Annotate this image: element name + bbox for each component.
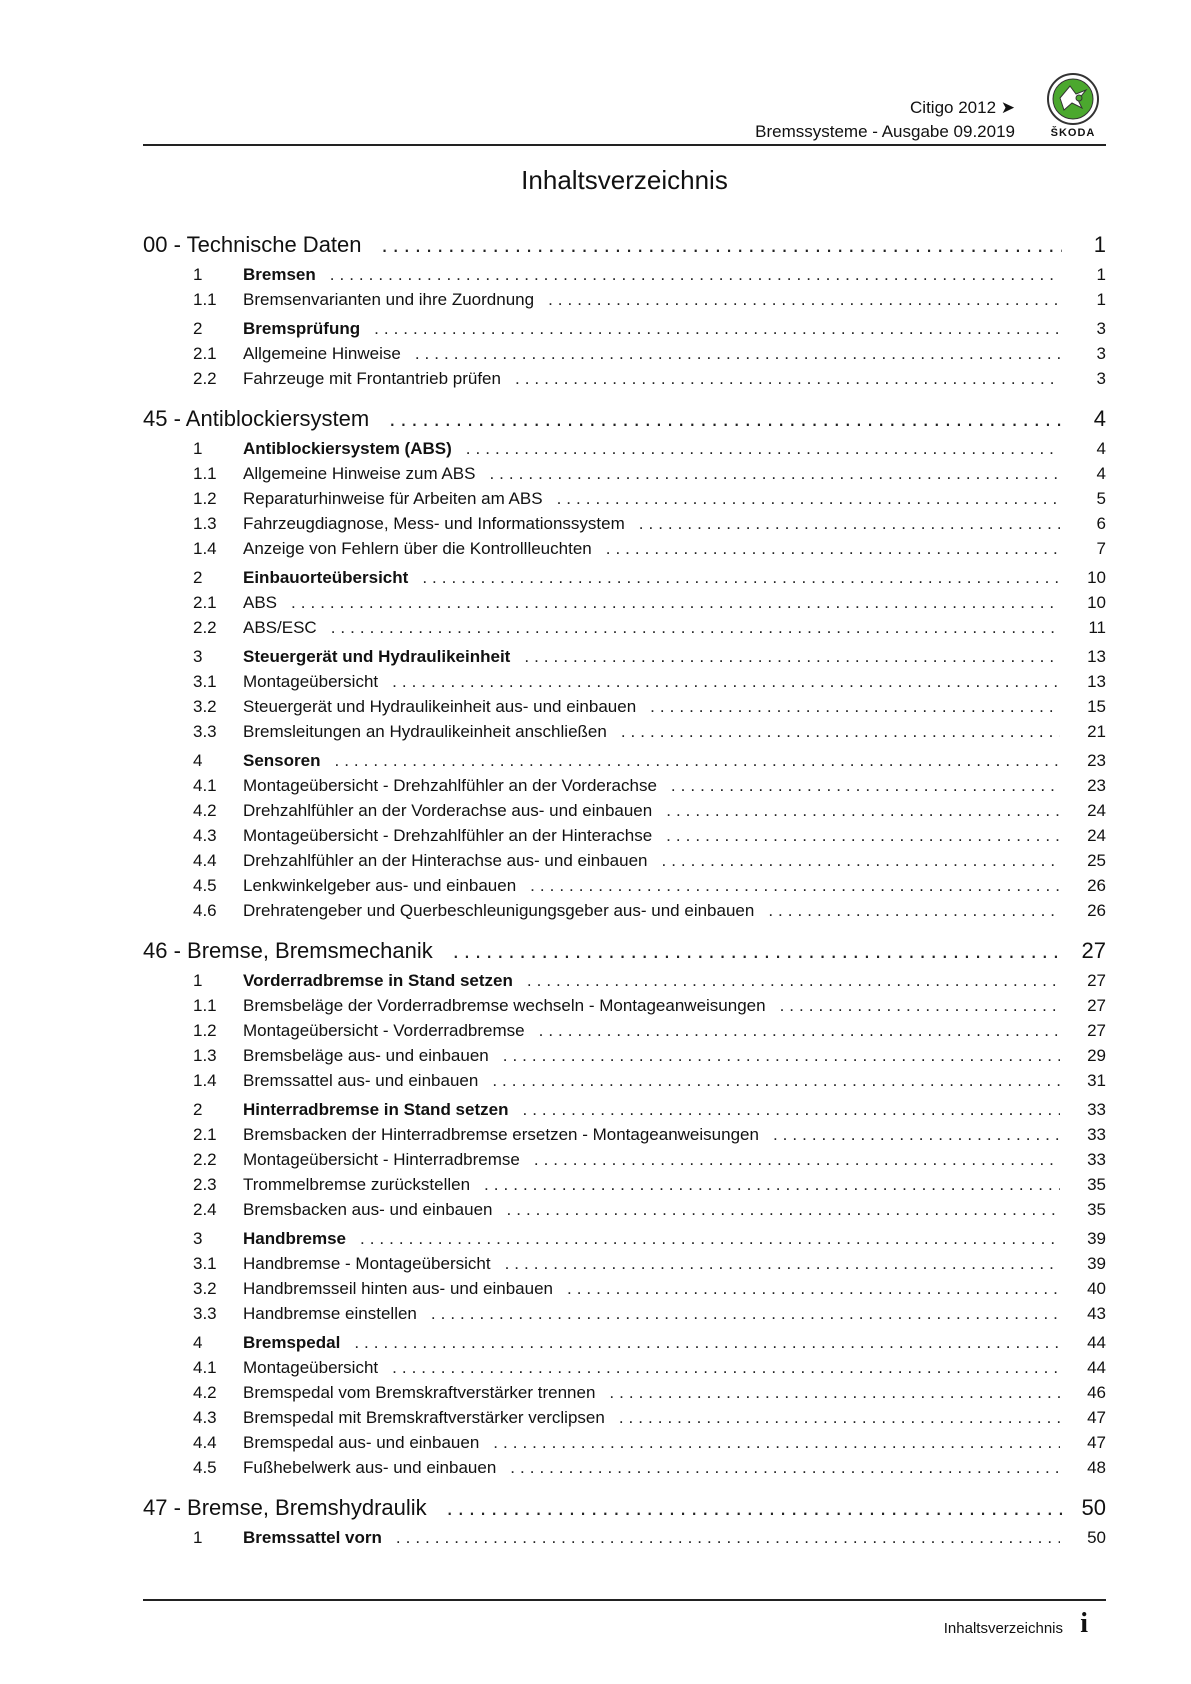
- toc-entry-title: Bremsbeläge aus- und einbauen: [243, 1046, 489, 1065]
- toc-page-number: 46: [1087, 1383, 1106, 1402]
- toc-entry-title: Bremsbacken aus- und einbauen: [243, 1200, 493, 1219]
- toc-entry-title: Fahrzeuge mit Frontantrieb prüfen: [243, 369, 501, 388]
- dot-leader: [492, 1071, 1060, 1091]
- toc-chapter-heading[interactable]: [143, 938, 1106, 967]
- toc-group: [143, 971, 1106, 1096]
- toc-entry-number: 4.6: [193, 901, 217, 920]
- toc-group: [143, 439, 1106, 564]
- dot-leader: [354, 1333, 1060, 1353]
- toc-entry-number: 1: [193, 1528, 203, 1547]
- toc-entry-number: 1: [193, 971, 203, 990]
- dot-leader: [330, 265, 1060, 285]
- dot-leader: [768, 901, 1060, 921]
- dot-leader: [382, 232, 1062, 258]
- toc-entry-title: Bremssattel vorn: [243, 1528, 382, 1547]
- dot-leader: [606, 539, 1060, 559]
- dot-leader: [567, 1279, 1060, 1299]
- dot-leader: [415, 344, 1060, 364]
- toc-entry-title: Steuergerät und Hydraulikeinheit aus- und einbauen: [243, 697, 637, 716]
- toc-page-number: 26: [1087, 901, 1106, 920]
- toc-page-number: 1: [1096, 290, 1106, 309]
- toc-section-entry[interactable]: [143, 751, 1106, 776]
- toc-chapter: [143, 406, 1106, 926]
- toc-subsection-entry[interactable]: [143, 464, 1106, 489]
- toc-entry-number: 2.4: [193, 1200, 217, 1219]
- toc-page-number: 44: [1087, 1333, 1106, 1352]
- toc-entry-title: Handbremse: [243, 1229, 346, 1248]
- toc-subsection-entry[interactable]: [143, 876, 1106, 901]
- toc-entry-number: 3: [193, 1229, 203, 1248]
- toc-section-entry[interactable]: [143, 1229, 1106, 1254]
- toc-page-number: 43: [1087, 1304, 1106, 1323]
- toc-entry-number: 4.3: [193, 826, 217, 845]
- toc-subsection-entry[interactable]: [143, 290, 1106, 315]
- toc-entry-number: 1.1: [193, 464, 217, 483]
- toc-group: [143, 1528, 1106, 1553]
- toc-entry-title: Bremsprüfung: [243, 319, 361, 338]
- toc-subsection-entry[interactable]: [143, 776, 1106, 801]
- toc-page-number: 10: [1087, 568, 1106, 587]
- dot-leader: [524, 647, 1060, 667]
- toc-entry-number: 4.4: [193, 1433, 217, 1452]
- toc-group: [143, 1100, 1106, 1225]
- toc-entry-number: 4.2: [193, 1383, 217, 1402]
- toc-group: [143, 1333, 1106, 1483]
- dot-leader: [548, 290, 1060, 310]
- toc-chapter: [143, 232, 1106, 394]
- toc-page-number: 13: [1087, 672, 1106, 691]
- dot-leader: [507, 1200, 1061, 1220]
- toc-page-number: 4: [1096, 439, 1106, 458]
- dot-leader: [539, 1021, 1060, 1041]
- toc-page-number: 33: [1087, 1125, 1106, 1144]
- toc-entry-title: Montageübersicht: [243, 1358, 379, 1377]
- toc-entry-title: Lenkwinkelgeber aus- und einbauen: [243, 876, 517, 895]
- toc-section-entry[interactable]: [143, 439, 1106, 464]
- toc-page-number: 6: [1096, 514, 1106, 533]
- toc-entry-number: 2.2: [193, 618, 217, 637]
- dot-leader: [431, 1304, 1060, 1324]
- toc-page-number: 11: [1088, 618, 1106, 637]
- dot-leader: [331, 618, 1060, 638]
- toc-section-entry[interactable]: [143, 971, 1106, 996]
- toc-subsection-entry[interactable]: [143, 1200, 1106, 1225]
- toc-entry-title: Montageübersicht - Drehzahlfühler an der Hinterachse: [243, 826, 653, 845]
- toc-entry-number: 3.2: [193, 1279, 217, 1298]
- toc-entry-number: 4.2: [193, 801, 217, 820]
- toc-subsection-entry[interactable]: [143, 1175, 1106, 1200]
- dot-leader: [534, 1150, 1060, 1170]
- toc-entry-title: Vorderradbremse in Stand setzen: [243, 971, 513, 990]
- page-title: Inhaltsverzeichnis: [521, 165, 728, 195]
- toc-entry-title: Hinterradbremse in Stand setzen: [243, 1100, 509, 1119]
- toc-page-number: 1: [1093, 232, 1106, 257]
- toc-page-number: 13: [1087, 647, 1106, 666]
- toc-chapter-heading[interactable]: [143, 232, 1106, 261]
- toc-entry-title: ABS/ESC: [243, 618, 317, 637]
- toc-entry-number: 2.1: [193, 593, 217, 612]
- toc-group: [143, 568, 1106, 643]
- dot-leader: [510, 1458, 1060, 1478]
- toc-subsection-entry[interactable]: [143, 344, 1106, 369]
- dot-leader: [671, 776, 1060, 796]
- toc-subsection-entry[interactable]: [143, 1304, 1106, 1329]
- toc-entry-title: Reparaturhinweise für Arbeiten am ABS: [243, 489, 543, 508]
- toc-subsection-entry[interactable]: [143, 1046, 1106, 1071]
- toc-section-entry[interactable]: [143, 265, 1106, 290]
- toc-group: [143, 319, 1106, 394]
- toc-subsection-entry[interactable]: [143, 996, 1106, 1021]
- toc-subsection-entry[interactable]: [143, 593, 1106, 618]
- toc-entry-number: 2.1: [193, 344, 217, 363]
- toc-entry-title: Drehratengeber und Querbeschleunigungsgeber aus- und einbauen: [243, 901, 755, 920]
- table-of-contents: [143, 232, 1106, 1565]
- toc-entry-title: Handbremse - Montageübersicht: [243, 1254, 491, 1273]
- toc-entry-title: Bremsenvarianten und ihre Zuordnung: [243, 290, 535, 309]
- toc-entry-title: Anzeige von Fehlern über die Kontrollleuchten: [243, 539, 592, 558]
- toc-page-number: 1: [1096, 265, 1106, 284]
- toc-section-entry[interactable]: [143, 1100, 1106, 1125]
- toc-entry-title: 47 - Bremse, Bremshydraulik: [143, 1495, 427, 1520]
- dot-leader: [621, 722, 1060, 742]
- dot-leader: [392, 1358, 1060, 1378]
- toc-page-number: 26: [1087, 876, 1106, 895]
- toc-section-entry[interactable]: [143, 1528, 1106, 1553]
- toc-entry-title: ABS: [243, 593, 278, 612]
- dot-leader: [489, 464, 1060, 484]
- toc-subsection-entry[interactable]: [143, 851, 1106, 876]
- header-model-line: Citigo 2012 ➤: [910, 98, 1015, 117]
- dot-leader: [505, 1254, 1060, 1274]
- toc-entry-title: Montageübersicht - Hinterradbremse: [243, 1150, 520, 1169]
- toc-page-number: 39: [1087, 1229, 1106, 1248]
- toc-page-number: 31: [1087, 1071, 1106, 1090]
- toc-entry-title: Fahrzeugdiagnose, Mess- und Informationssystem: [243, 514, 625, 533]
- toc-subsection-entry[interactable]: [143, 489, 1106, 514]
- toc-page-number: 3: [1096, 369, 1106, 388]
- toc-entry-title: Montageübersicht: [243, 672, 379, 691]
- toc-entry-title: 00 - Technische Daten: [143, 232, 362, 257]
- dot-leader: [392, 672, 1060, 692]
- dot-leader: [619, 1408, 1060, 1428]
- toc-entry-title: Einbauorteübersicht: [243, 568, 409, 587]
- toc-entry-number: 4.1: [193, 1358, 217, 1377]
- logo-wordmark: ŠKODA: [1050, 127, 1096, 139]
- toc-entry-number: 4.3: [193, 1408, 217, 1427]
- toc-page-number: 4: [1096, 464, 1106, 483]
- footer-rule: [143, 1599, 1106, 1601]
- dot-leader: [557, 489, 1060, 509]
- dot-leader: [453, 938, 1062, 964]
- toc-subsection-entry[interactable]: [143, 1358, 1106, 1383]
- toc-subsection-entry[interactable]: [143, 1383, 1106, 1408]
- toc-subsection-entry[interactable]: [143, 539, 1106, 564]
- toc-entry-title: Bremspedal vom Bremskraftverstärker trennen: [243, 1383, 596, 1402]
- toc-entry-number: 3.3: [193, 1304, 217, 1323]
- toc-entry-number: 3.1: [193, 1254, 217, 1273]
- toc-entry-number: 4.5: [193, 1458, 217, 1477]
- toc-subsection-entry[interactable]: [143, 369, 1106, 394]
- toc-chapter-heading[interactable]: [143, 406, 1106, 435]
- toc-page-number: 21: [1087, 722, 1106, 741]
- toc-entry-title: Allgemeine Hinweise zum ABS: [243, 464, 476, 483]
- toc-page-number: 27: [1087, 996, 1106, 1015]
- toc-entry-title: Bremsleitungen an Hydraulikeinheit anschließen: [243, 722, 607, 741]
- toc-entry-number: 4: [193, 751, 203, 770]
- toc-subsection-entry[interactable]: [143, 1433, 1106, 1458]
- dot-leader: [650, 697, 1060, 717]
- toc-page-number: 4: [1093, 406, 1106, 431]
- dot-leader: [422, 568, 1060, 588]
- toc-entry-title: Handbremsseil hinten aus- und einbauen: [243, 1279, 553, 1298]
- toc-page-number: 35: [1087, 1200, 1106, 1219]
- toc-entry-number: 1.2: [193, 489, 217, 508]
- toc-subsection-entry[interactable]: [143, 1125, 1106, 1150]
- toc-page-number: 7: [1096, 539, 1106, 558]
- toc-subsection-entry[interactable]: [143, 826, 1106, 851]
- toc-page-number: 50: [1087, 1528, 1106, 1547]
- toc-entry-title: Montageübersicht - Drehzahlfühler an der Vorderachse: [243, 776, 657, 795]
- toc-entry-title: Allgemeine Hinweise: [243, 344, 401, 363]
- toc-entry-number: 3.3: [193, 722, 217, 741]
- toc-page-number: 27: [1087, 971, 1106, 990]
- toc-subsection-entry[interactable]: [143, 672, 1106, 697]
- toc-subsection-entry[interactable]: [143, 1408, 1106, 1433]
- toc-page-number: 50: [1081, 1495, 1106, 1520]
- dot-leader: [666, 801, 1060, 821]
- toc-entry-number: 4: [193, 1333, 203, 1352]
- skoda-logo-icon: [1046, 72, 1100, 126]
- toc-entry-number: 3.2: [193, 697, 217, 716]
- toc-page-number: 23: [1087, 776, 1106, 795]
- footer-page-marker: i: [1080, 1608, 1088, 1639]
- toc-entry-number: 2.3: [193, 1175, 217, 1194]
- toc-subsection-entry[interactable]: [143, 697, 1106, 722]
- toc-subsection-entry[interactable]: [143, 722, 1106, 747]
- toc-entry-title: Montageübersicht - Vorderradbremse: [243, 1021, 525, 1040]
- toc-subsection-entry[interactable]: [143, 1254, 1106, 1279]
- toc-entry-number: 1.3: [193, 1046, 217, 1065]
- toc-entry-title: Bremspedal: [243, 1333, 341, 1352]
- toc-page-number: 3: [1096, 344, 1106, 363]
- toc-subsection-entry[interactable]: [143, 1021, 1106, 1046]
- toc-entry-title: 46 - Bremse, Bremsmechanik: [143, 938, 433, 963]
- dot-leader: [493, 1433, 1060, 1453]
- toc-entry-title: Handbremse einstellen: [243, 1304, 417, 1323]
- dot-leader: [396, 1528, 1060, 1548]
- toc-entry-title: Bremsbeläge der Vorderradbremse wechseln - Montageanweisungen: [243, 996, 766, 1015]
- toc-chapter: [143, 938, 1106, 1483]
- dot-leader: [773, 1125, 1060, 1145]
- toc-page-number: 3: [1096, 319, 1106, 338]
- toc-section-entry[interactable]: [143, 319, 1106, 344]
- dot-leader: [666, 826, 1060, 846]
- dot-leader: [661, 851, 1060, 871]
- toc-entry-number: 1.2: [193, 1021, 217, 1040]
- dot-leader: [530, 876, 1060, 896]
- toc-page-number: 39: [1087, 1254, 1106, 1273]
- toc-entry-title: Bremspedal mit Bremskraftverstärker verclipsen: [243, 1408, 605, 1427]
- toc-entry-number: 1.4: [193, 539, 217, 558]
- toc-entry-number: 2: [193, 1100, 203, 1119]
- toc-entry-title: Antiblockiersystem (ABS): [243, 439, 452, 458]
- toc-entry-number: 4.1: [193, 776, 217, 795]
- toc-group: [143, 1229, 1106, 1329]
- toc-entry-number: 1.1: [193, 290, 217, 309]
- toc-page-number: 33: [1087, 1150, 1106, 1169]
- toc-page-number: 25: [1087, 851, 1106, 870]
- toc-page-number: 24: [1087, 826, 1106, 845]
- toc-subsection-entry[interactable]: [143, 514, 1106, 539]
- dot-leader: [389, 406, 1062, 432]
- toc-page-number: 47: [1087, 1433, 1106, 1452]
- toc-section-entry[interactable]: [143, 1333, 1106, 1358]
- toc-group: [143, 751, 1106, 926]
- toc-group: [143, 647, 1106, 747]
- header-edition-line: Bremssysteme - Ausgabe 09.2019: [755, 122, 1015, 141]
- toc-section-entry[interactable]: [143, 647, 1106, 672]
- toc-entry-number: 1.3: [193, 514, 217, 533]
- toc-group: [143, 265, 1106, 315]
- dot-leader: [780, 996, 1060, 1016]
- toc-subsection-entry[interactable]: [143, 618, 1106, 643]
- dot-leader: [639, 514, 1060, 534]
- dot-leader: [522, 1100, 1060, 1120]
- toc-subsection-entry[interactable]: [143, 801, 1106, 826]
- toc-entry-number: 3.1: [193, 672, 217, 691]
- toc-page-number: 23: [1087, 751, 1106, 770]
- dot-leader: [484, 1175, 1060, 1195]
- skoda-logo: [1046, 72, 1100, 142]
- toc-entry-number: 4.5: [193, 876, 217, 895]
- toc-entry-number: 2: [193, 568, 203, 587]
- toc-entry-number: 1: [193, 439, 203, 458]
- toc-entry-number: 2.1: [193, 1125, 217, 1144]
- toc-entry-number: 2.2: [193, 1150, 217, 1169]
- dot-leader: [334, 751, 1060, 771]
- dot-leader: [609, 1383, 1060, 1403]
- toc-entry-title: Bremspedal aus- und einbauen: [243, 1433, 480, 1452]
- toc-entry-title: 45 - Antiblockiersystem: [143, 406, 370, 431]
- dot-leader: [291, 593, 1060, 613]
- dot-leader: [503, 1046, 1060, 1066]
- dot-leader: [515, 369, 1060, 389]
- toc-page-number: 44: [1087, 1358, 1106, 1377]
- toc-page-number: 33: [1087, 1100, 1106, 1119]
- toc-entry-title: Drehzahlfühler an der Hinterachse aus- und einbauen: [243, 851, 648, 870]
- toc-page-number: 15: [1087, 697, 1106, 716]
- toc-subsection-entry[interactable]: [143, 1150, 1106, 1175]
- toc-entry-title: Trommelbremse zurückstellen: [243, 1175, 471, 1194]
- toc-page-number: 35: [1087, 1175, 1106, 1194]
- toc-entry-number: 1.4: [193, 1071, 217, 1090]
- toc-entry-number: 2: [193, 319, 203, 338]
- dot-leader: [447, 1495, 1062, 1521]
- toc-page-number: 24: [1087, 801, 1106, 820]
- toc-chapter: [143, 1495, 1106, 1553]
- toc-page-number: 27: [1087, 1021, 1106, 1040]
- toc-entry-title: Drehzahlfühler an der Vorderachse aus- und einbauen: [243, 801, 653, 820]
- toc-entry-number: 4.4: [193, 851, 217, 870]
- toc-entry-number: 1: [193, 265, 203, 284]
- dot-leader: [466, 439, 1060, 459]
- toc-page-number: 47: [1087, 1408, 1106, 1427]
- footer-label: Inhaltsverzeichnis: [943, 1620, 1063, 1637]
- toc-subsection-entry[interactable]: [143, 1458, 1106, 1483]
- toc-entry-title: Bremsen: [243, 265, 316, 284]
- toc-entry-title: Steuergerät und Hydraulikeinheit: [243, 647, 511, 666]
- toc-page-number: 40: [1087, 1279, 1106, 1298]
- toc-chapter-heading[interactable]: [143, 1495, 1106, 1524]
- toc-entry-title: Bremsbacken der Hinterradbremse ersetzen - Montageanweisungen: [243, 1125, 759, 1144]
- dot-leader: [527, 971, 1060, 991]
- toc-page-number: 27: [1081, 938, 1106, 963]
- toc-page-number: 29: [1087, 1046, 1106, 1065]
- toc-entry-title: Sensoren: [243, 751, 321, 770]
- toc-subsection-entry[interactable]: [143, 1071, 1106, 1096]
- toc-entry-title: Bremssattel aus- und einbauen: [243, 1071, 479, 1090]
- dot-leader: [360, 1229, 1060, 1249]
- toc-page-number: 48: [1087, 1458, 1106, 1477]
- toc-page-number: 5: [1096, 489, 1106, 508]
- toc-page-number: 10: [1087, 593, 1106, 612]
- toc-entry-title: Fußhebelwerk aus- und einbauen: [243, 1458, 497, 1477]
- header-rule: [143, 144, 1106, 146]
- toc-entry-number: 3: [193, 647, 203, 666]
- toc-entry-number: 2.2: [193, 369, 217, 388]
- toc-entry-number: 1.1: [193, 996, 217, 1015]
- toc-subsection-entry[interactable]: [143, 1279, 1106, 1304]
- toc-subsection-entry[interactable]: [143, 901, 1106, 926]
- toc-section-entry[interactable]: [143, 568, 1106, 593]
- dot-leader: [374, 319, 1060, 339]
